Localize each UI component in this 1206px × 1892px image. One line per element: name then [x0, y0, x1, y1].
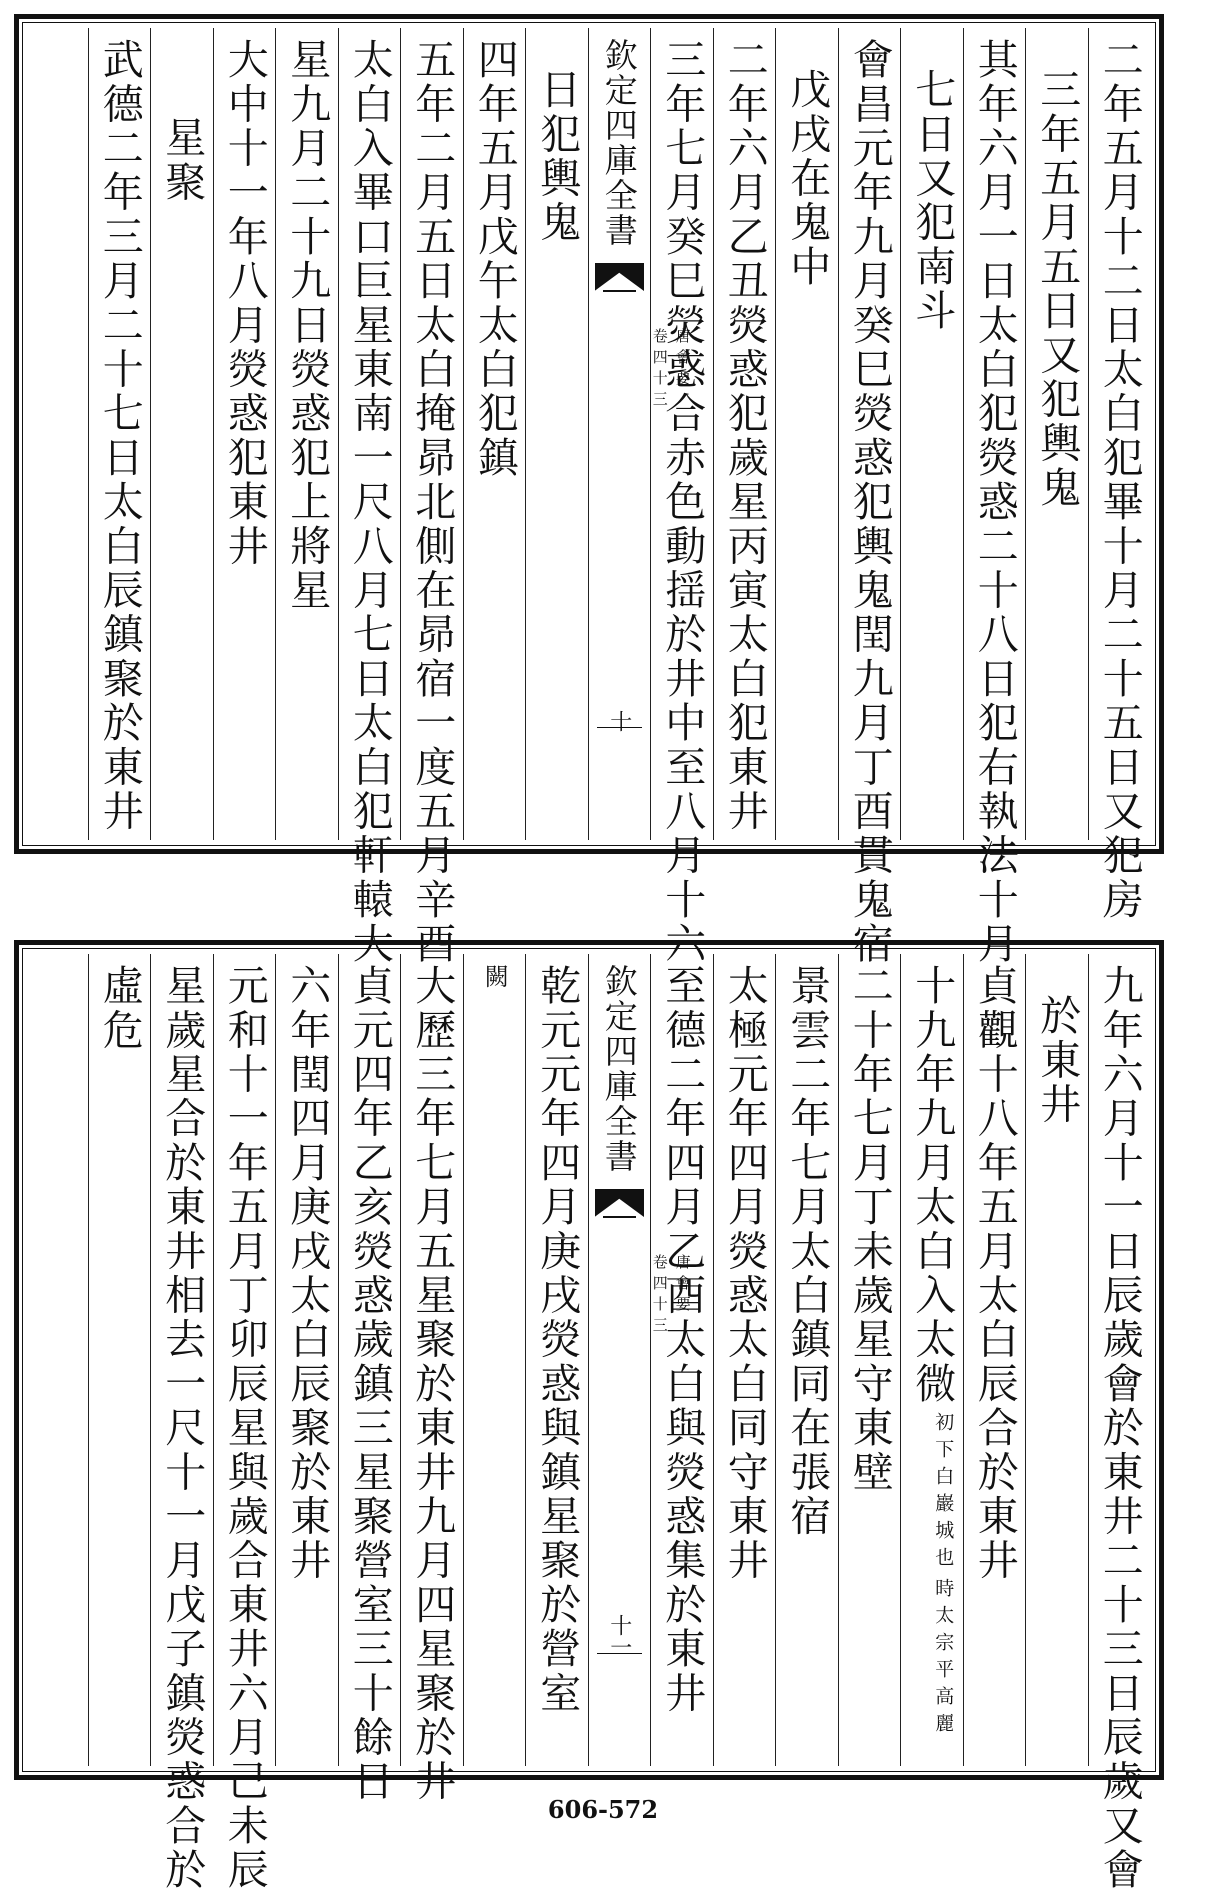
page-number: 606-572 [547, 1795, 659, 1824]
text-column: 日犯輿鬼 [525, 28, 588, 840]
text-column: 乾元元年四月庚戌熒惑與鎮星聚於營室 [525, 954, 588, 1766]
text-column: 會昌元年九月癸巳熒惑犯輿鬼閏九月丁酉貫鬼宿 [838, 28, 901, 840]
lacuna-mark: 闕 [480, 964, 509, 992]
text-column: 其年六月一日太白犯熒惑二十八日犯右執法十月 [963, 28, 1026, 840]
fish-tail-ornament [595, 1189, 645, 1217]
text-column: 太白入畢口巨星東南一尺八月七日太白犯軒轅大 [338, 28, 401, 840]
text-column-with-note: 十九年九月太白入太微 時太宗平高麗 初下白巖城也 [900, 954, 963, 1766]
text-column: 三年七月癸巳熒惑合赤色動揺於井中至八月十六 [650, 28, 713, 840]
section-heading-column [150, 28, 213, 840]
spine-chapter: 唐會要 卷四十三 [650, 1254, 692, 1338]
top-page-columns [88, 28, 1151, 967]
text-column: 六年閏四月庚戌太白辰聚於東井 [275, 954, 338, 1766]
text-column: 貞觀十八年五月太白辰合於東井 [963, 954, 1026, 1766]
lacuna-column [463, 954, 526, 1766]
text-column: 戊戌在鬼中 [775, 28, 838, 840]
fish-tail-rule [603, 290, 637, 306]
text-column: 二十年七月丁未歲星守東壁 [838, 954, 901, 1766]
text-column: 四年五月戊午太白犯鎮 [463, 28, 526, 840]
text-column: 七日又犯南斗 [900, 28, 963, 840]
text-column: 二年六月乙丑熒惑犯歲星丙寅太白犯東井 [713, 28, 776, 840]
text-column: 元和十一年五月丁卯辰星與歲合東井六月己未辰 [213, 954, 276, 1766]
text-column: 二年五月十二日太白犯畢十月二十五日又犯房 [1088, 28, 1151, 840]
top-page [14, 14, 1164, 967]
spine-folio: 十 [606, 710, 632, 732]
spine-title: 欽定四庫全書 [599, 38, 639, 248]
text-column: 星九月二十九日熒惑犯上將星 [275, 28, 338, 840]
text-column: 景雲二年七月太白鎮同在張宿 [775, 954, 838, 1766]
interlinear-note: 時太宗平高麗 初下白巖城也 [932, 1412, 955, 1740]
text-column: 貞元四年乙亥熒惑歲鎮三星聚營室三十餘日 [338, 954, 401, 1766]
text-column: 於東井 [1025, 954, 1088, 1766]
text-column: 五年二月五日太白掩昴北側在昴宿一度五月辛酉 [400, 28, 463, 840]
text-column: 大歷三年七月五星聚於東井九月四星聚於井 [400, 954, 463, 1766]
spine-folio: 十一 [606, 1614, 632, 1658]
section-heading: 星聚 [158, 116, 207, 205]
text-column: 大中十一年八月熒惑犯東井 [213, 28, 276, 840]
text-column: 星歲星合於東井相去一尺十一月戊子鎮熒惑合於 [150, 954, 213, 1766]
spine-title: 欽定四庫全書 [599, 964, 639, 1174]
text-column: 至德二年四月乙酉太白與熒惑集於東井 [650, 954, 713, 1766]
text-column: 虛危 [88, 954, 151, 1766]
text-column: 太極元年四月熒惑太白同守東井 [713, 954, 776, 1766]
text-column: 九年六月十一日辰歲會於東井二十三日辰歲又會 [1088, 954, 1151, 1766]
text-column: 三年五月五日又犯輿鬼 [1025, 28, 1088, 840]
spine-chapter: 唐會要 卷四十三 [650, 328, 692, 412]
fish-tail-ornament [595, 263, 645, 291]
fish-tail-rule [603, 1216, 637, 1232]
text-column: 武德二年三月二十七日太白辰鎮聚於東井 [88, 28, 151, 840]
